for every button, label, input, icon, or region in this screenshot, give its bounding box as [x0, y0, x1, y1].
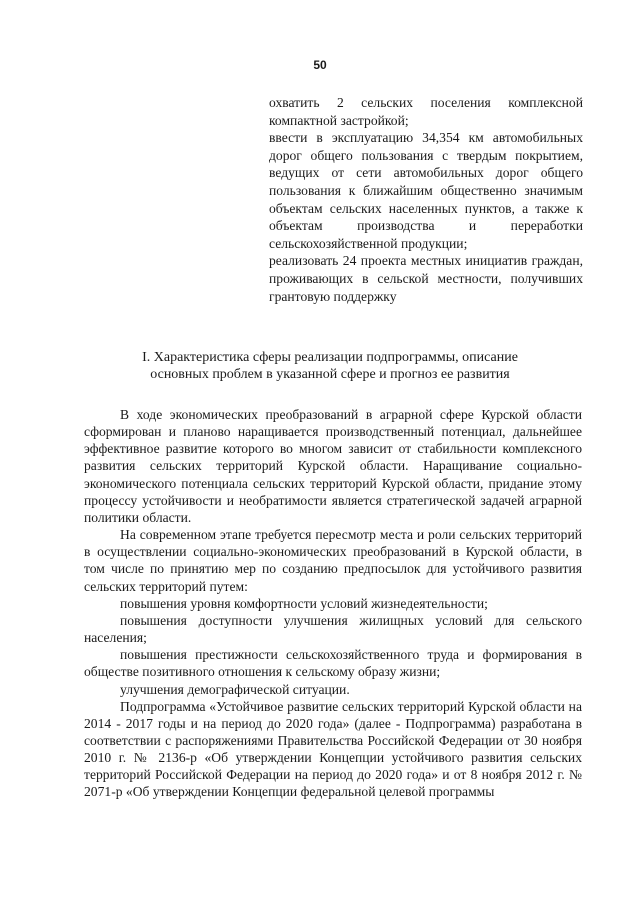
measure-item: повышения престижности сельскохозяйственного труда и формирования в обществе позитивного отношения к сельскому образу жизни; — [84, 647, 582, 680]
measure-item: повышения доступности улучшения жилищных условий для сельского населения; — [84, 612, 582, 646]
section-body — [84, 406, 582, 801]
goal-item: охватить 2 сельских поселения комплексной компактной застройкой; — [269, 95, 583, 128]
section-heading-line-2: основных проблем в указанной сфере и прогноз ее развития — [150, 367, 510, 382]
page-number: 50 — [313, 58, 327, 72]
section-heading — [110, 349, 550, 383]
paragraph: На современном этапе требуется пересмотр места и роли сельских территорий в осуществлении социально-экономических преобразований в Курской области, в том числе по принятию мер по созданию предпосылок для устойчивого развития сельских территорий путем: — [84, 527, 582, 594]
goals-list — [269, 94, 583, 305]
paragraph: Подпрограмма «Устойчивое развитие сельских территорий Курской области на 2014 - 2017 годы и на период до 2020 года» (далее - Подпрограмма) разработана в соответствии с распоряжениями Правительства Российской Федерации от 30 ноября 2010 г. № 2136-р «Об утверждении Концепции устойчивого развития сельских территорий Российской Федерации на период до 2020 года» и от 8 ноября 2012 г. № 2071-р «Об утверждении Концепции федеральной целевой программы — [84, 698, 582, 800]
goal-item: ввести в эксплуатацию 34,354 км автомобильных дорог общего пользования с твердым покрытием, ведущих от сети автомобильных дорог общего пользования к ближайшим общественно значимым объектам сельских населенных пунктов, а также к объектам производства и переработки сельскохозяйственной продукции; — [269, 130, 583, 251]
measure-item: повышения уровня комфортности условий жизнедеятельности; — [120, 595, 488, 611]
section-heading-line-1: I. Характеристика сферы реализации подпрограммы, описание — [142, 350, 518, 365]
paragraph: В ходе экономических преобразований в аграрной сфере Курской области сформирован и планово наращивается производственный потенциал, дальнейшее эффективное развитие которого во многом зависит от стабильности комплексного развития сельских территорий Курской области. Наращивание социально-экономического потенциала сельских территорий Курской области, придание этому процессу устойчивости и необратимости является стратегической задачей аграрной политики области. — [84, 407, 582, 525]
measure-item: улучшения демографической ситуации. — [120, 681, 350, 697]
goal-item: реализовать 24 проекта местных инициатив граждан, проживающих в сельской местности, получивших грантовую поддержку — [269, 253, 583, 304]
